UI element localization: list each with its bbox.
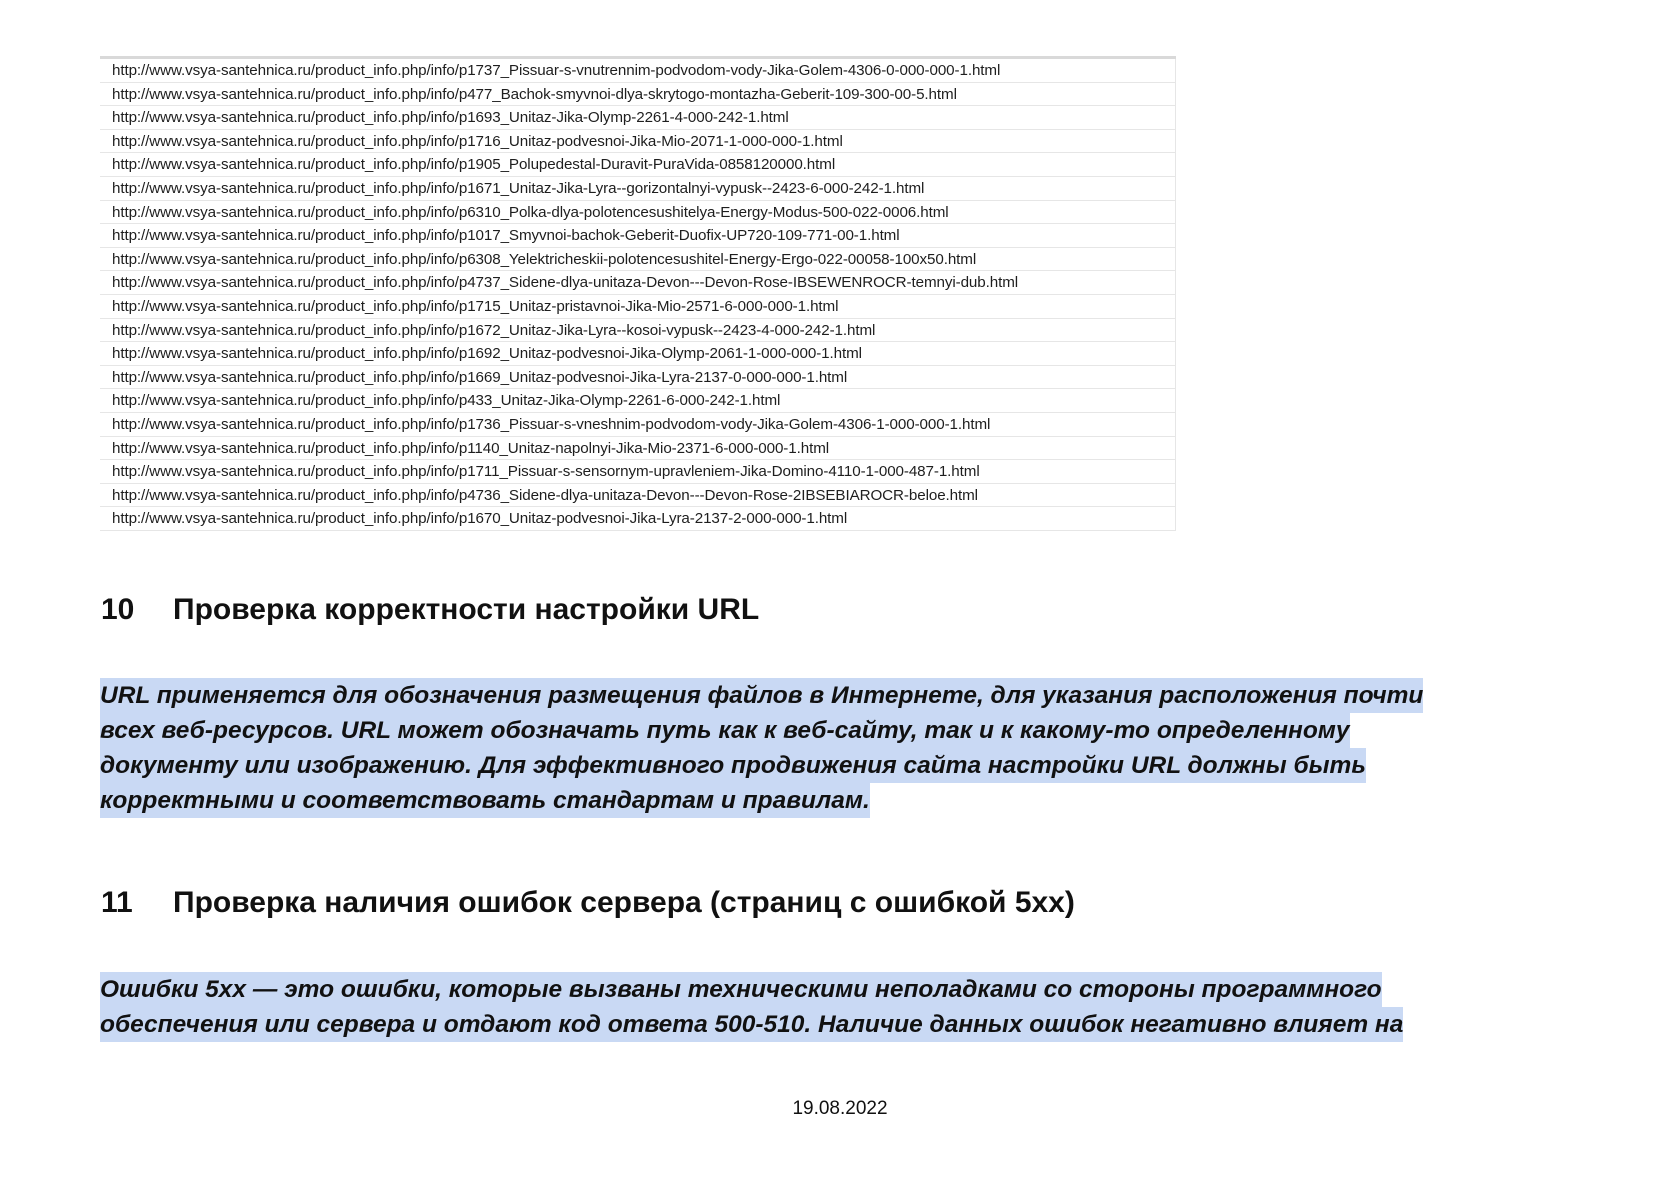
url-list-row: http://www.vsya-santehnica.ru/product_info.php/info/p1671_Unitaz-Jika-Lyra--gorizontalnyi-vypusk--2423-6-000-242-1.html — [100, 177, 1176, 201]
section-10-number: 10 — [101, 593, 135, 626]
url-list-row: http://www.vsya-santehnica.ru/product_info.php/info/p4737_Sidene-dlya-unitaza-Devon---Devon-Rose-IBSEWENROCR-temnyi-dub.html — [100, 271, 1176, 295]
url-list-row: http://www.vsya-santehnica.ru/product_info.php/info/p477_Bachok-smyvnoi-dlya-skrytogo-montazha-Geberit-109-300-00-5.html — [100, 83, 1176, 107]
paragraph-line: обеспечения или сервера и отдают код ответа 500-510. Наличие данных ошибок негативно влияет на — [100, 1007, 1403, 1042]
url-list-row: http://www.vsya-santehnica.ru/product_info.php/info/p1905_Polupedestal-Duravit-PuraVida-0858120000.html — [100, 153, 1176, 177]
url-list-row: http://www.vsya-santehnica.ru/product_info.php/info/p1715_Unitaz-pristavnoi-Jika-Mio-2571-6-000-000-1.html — [100, 295, 1176, 319]
url-list-table — [100, 56, 1176, 531]
paragraph-line: корректными и соответствовать стандартам и правилам. — [100, 783, 870, 818]
url-list-row: http://www.vsya-santehnica.ru/product_info.php/info/p1737_Pissuar-s-vnutrennim-podvodom-vody-Jika-Golem-4306-0-000-000-1.html — [100, 59, 1176, 83]
url-list-row: http://www.vsya-santehnica.ru/product_info.php/info/p6310_Polka-dlya-polotencesushitelya-Energy-Modus-500-022-0006.html — [100, 201, 1176, 225]
section-11-heading — [101, 886, 1075, 920]
paragraph-line: документу или изображению. Для эффективного продвижения сайта настройки URL должны быть — [100, 748, 1366, 783]
url-list-row: http://www.vsya-santehnica.ru/product_info.php/info/p4736_Sidene-dlya-unitaza-Devon---Devon-Rose-2IBSEBIAROCR-beloe.html — [100, 484, 1176, 508]
url-list-row: http://www.vsya-santehnica.ru/product_info.php/info/p433_Unitaz-Jika-Olymp-2261-6-000-242-1.html — [100, 389, 1176, 413]
section-11-paragraph — [100, 972, 1560, 1042]
url-list-row: http://www.vsya-santehnica.ru/product_info.php/info/p1672_Unitaz-Jika-Lyra--kosoi-vypusk--2423-4-000-242-1.html — [100, 319, 1176, 343]
paragraph-line: Ошибки 5xx — это ошибки, которые вызваны техническими неполадками со стороны программного — [100, 972, 1382, 1007]
url-list-row: http://www.vsya-santehnica.ru/product_info.php/info/p1670_Unitaz-podvesnoi-Jika-Lyra-2137-2-000-000-1.html — [100, 507, 1176, 531]
url-list-row: http://www.vsya-santehnica.ru/product_info.php/info/p1669_Unitaz-podvesnoi-Jika-Lyra-2137-0-000-000-1.html — [100, 366, 1176, 390]
section-11-title: Проверка наличия ошибок сервера (страниц с ошибкой 5xx) — [173, 886, 1075, 919]
url-list-row: http://www.vsya-santehnica.ru/product_info.php/info/p1140_Unitaz-napolnyi-Jika-Mio-2371-6-000-000-1.html — [100, 437, 1176, 461]
url-list-row: http://www.vsya-santehnica.ru/product_info.php/info/p6308_Yelektricheskii-polotencesushitel-Energy-Ergo-022-00058-100x50.html — [100, 248, 1176, 272]
url-list-row: http://www.vsya-santehnica.ru/product_info.php/info/p1716_Unitaz-podvesnoi-Jika-Mio-2071-1-000-000-1.html — [100, 130, 1176, 154]
paragraph-line: всех веб-ресурсов. URL может обозначать путь как к веб-сайту, так и к какому-то определенному — [100, 713, 1350, 748]
section-10-heading — [101, 593, 759, 627]
url-list-row: http://www.vsya-santehnica.ru/product_info.php/info/p1693_Unitaz-Jika-Olymp-2261-4-000-242-1.html — [100, 106, 1176, 130]
footer-date: 19.08.2022 — [792, 1098, 888, 1119]
url-list-row: http://www.vsya-santehnica.ru/product_info.php/info/p1017_Smyvnoi-bachok-Geberit-Duofix-UP720-109-771-00-1.html — [100, 224, 1176, 248]
paragraph-line: URL применяется для обозначения размещения файлов в Интернете, для указания расположения почти — [100, 678, 1423, 713]
section-11-number: 11 — [101, 886, 133, 919]
section-10-title: Проверка корректности настройки URL — [173, 593, 760, 626]
url-list-row: http://www.vsya-santehnica.ru/product_info.php/info/p1692_Unitaz-podvesnoi-Jika-Olymp-2061-1-000-000-1.html — [100, 342, 1176, 366]
section-10-paragraph — [100, 678, 1560, 818]
url-list-row: http://www.vsya-santehnica.ru/product_info.php/info/p1711_Pissuar-s-sensornym-upravleniem-Jika-Domino-4110-1-000-487-1.html — [100, 460, 1176, 484]
url-list-row: http://www.vsya-santehnica.ru/product_info.php/info/p1736_Pissuar-s-vneshnim-podvodom-vody-Jika-Golem-4306-1-000-000-1.html — [100, 413, 1176, 437]
